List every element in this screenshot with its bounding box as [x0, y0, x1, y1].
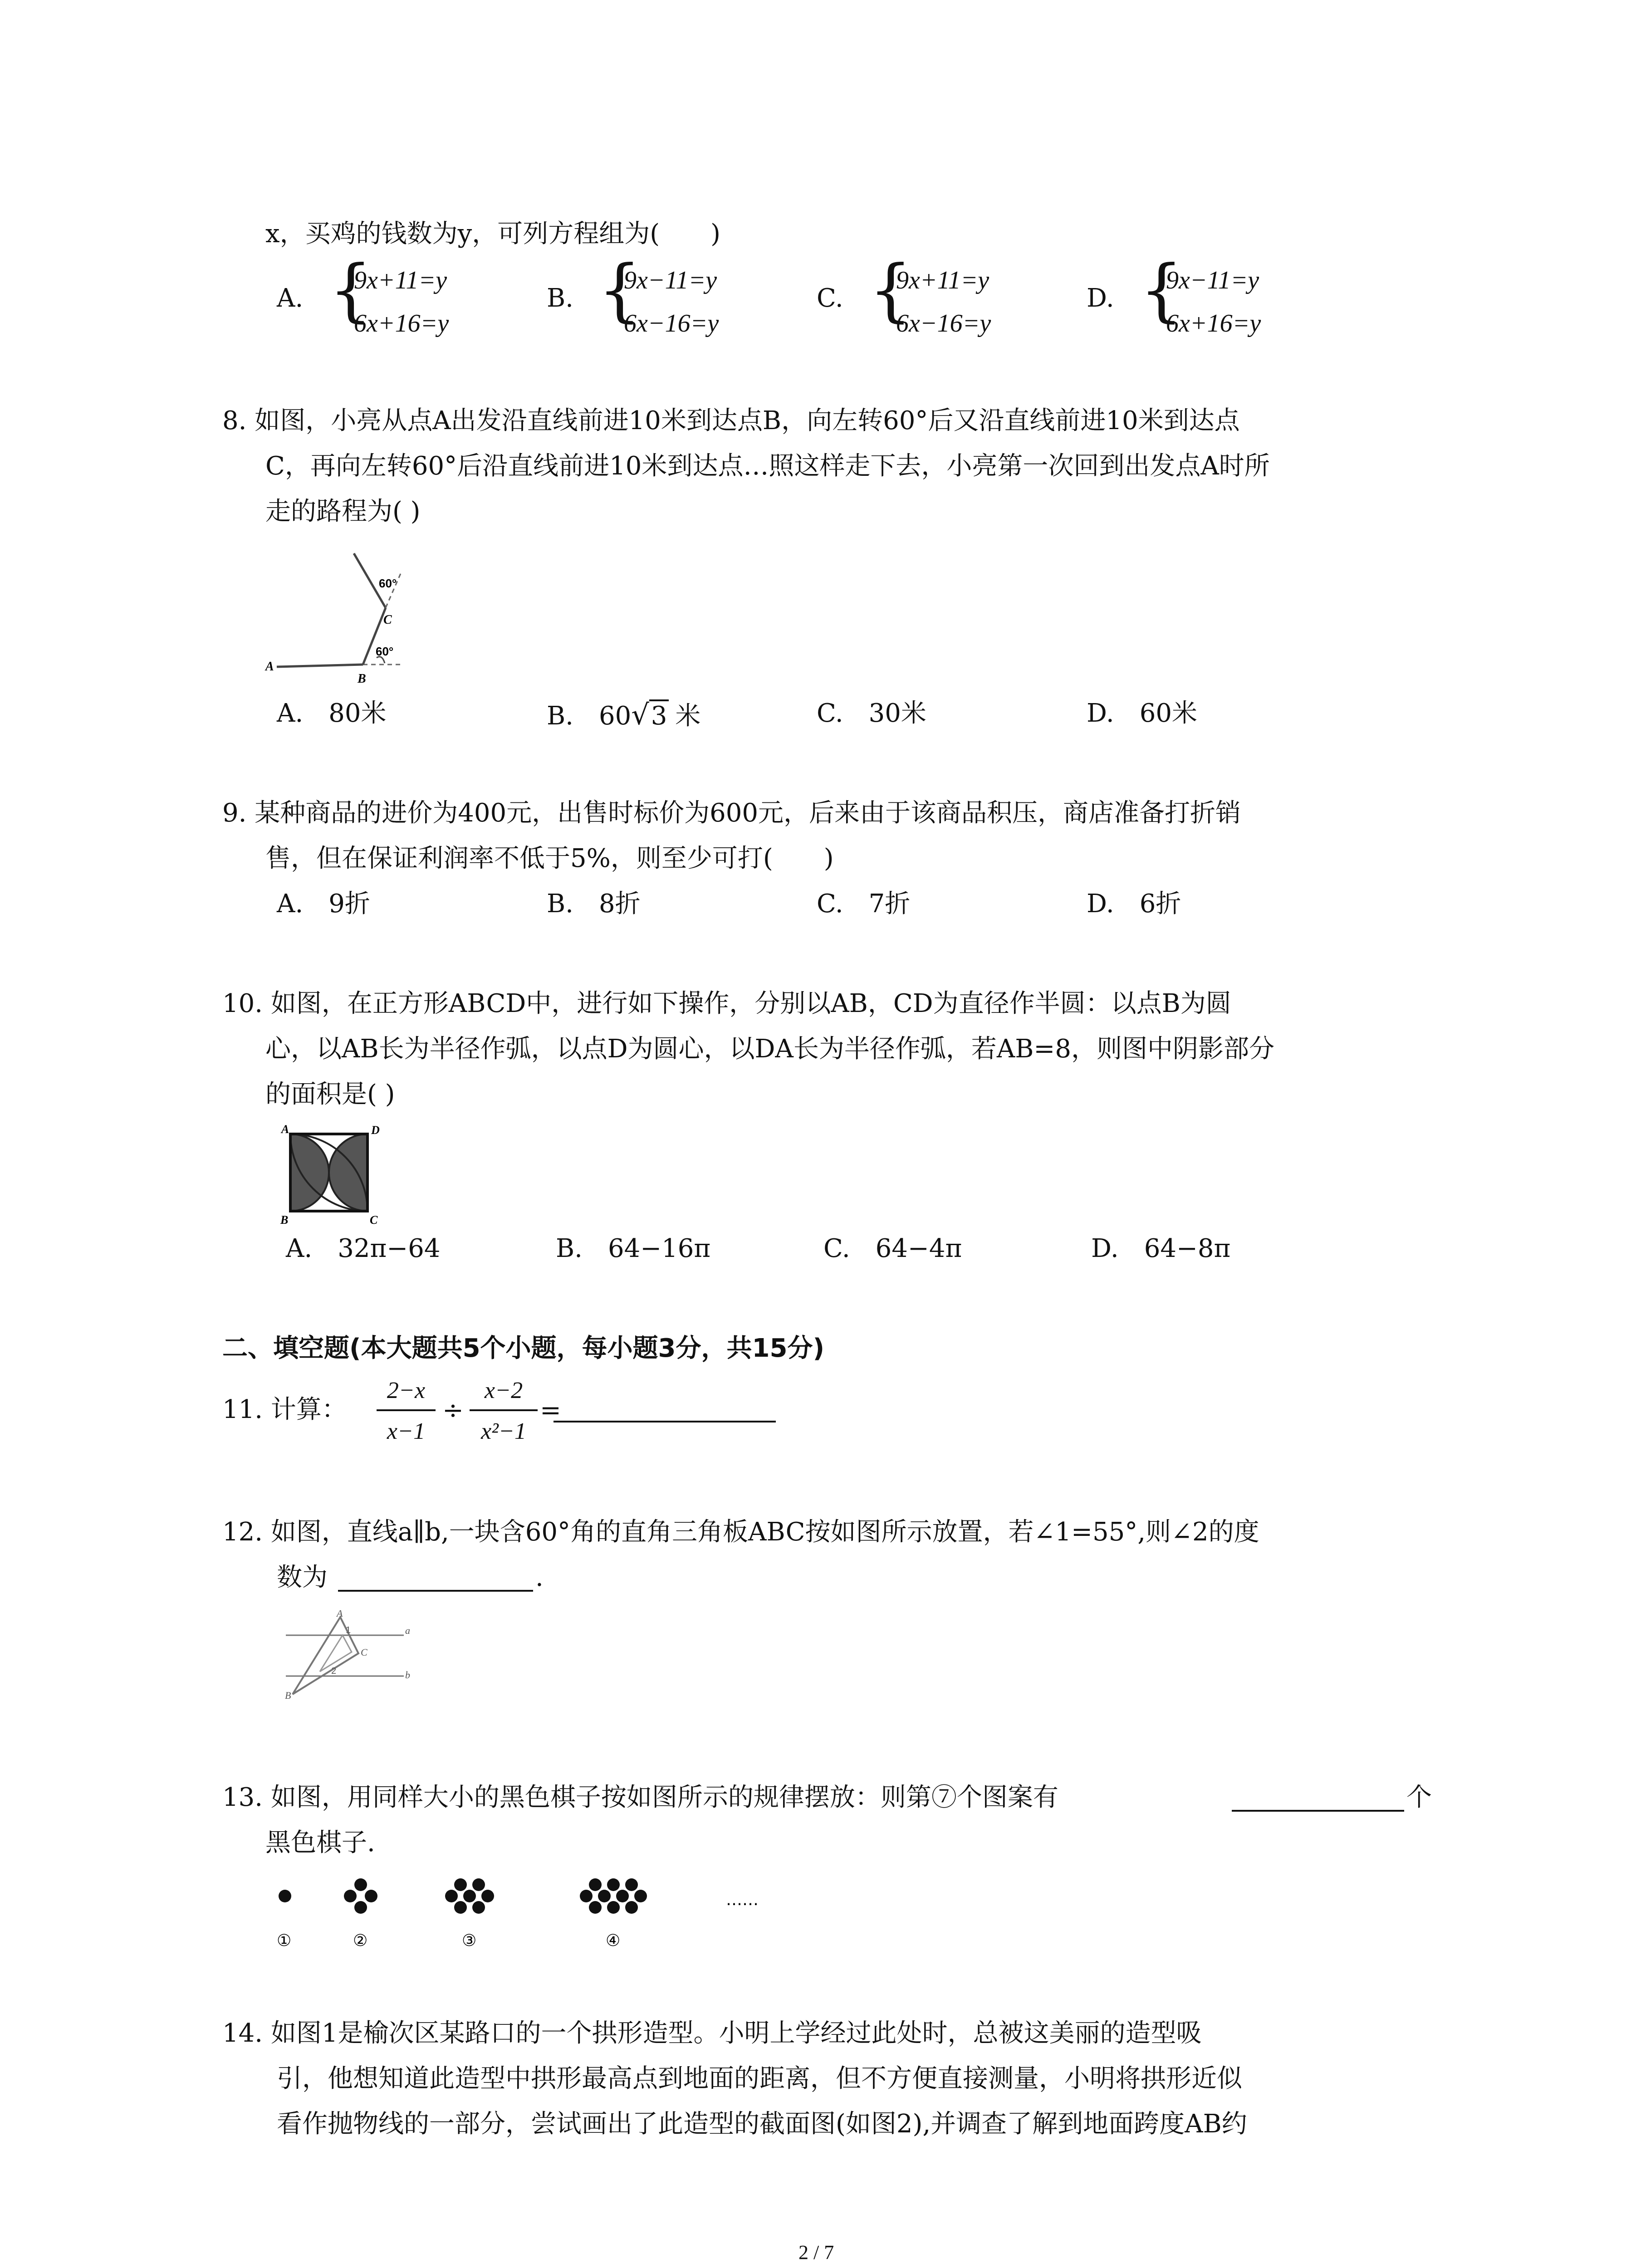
q8-line1: 8. 如图，小亮从点A出发沿直线前进10米到达点B，向左转60°后又沿直线前进10米到达点 — [222, 406, 1240, 435]
q9-option-a: A. 9折 — [277, 889, 370, 919]
q7-option-a-brace: { — [329, 251, 372, 330]
q13-fig-label-2: ② — [353, 1931, 368, 1950]
q11-frac2-den: x²−1 — [481, 1418, 526, 1444]
q11-frac1-den: x−1 — [387, 1418, 426, 1444]
q8-option-b-radicand: 3 — [649, 699, 669, 731]
q13-fig-label-4: ④ — [606, 1931, 621, 1950]
q12-fig-label-c: C — [361, 1647, 367, 1658]
q13-line1b: 个 — [1406, 1783, 1432, 1812]
q7-option-d-eq1: 9x−11=y — [1166, 266, 1259, 294]
q10-line3: 的面积是( ) — [265, 1080, 395, 1109]
q11-frac1-bar — [377, 1409, 436, 1411]
q10-option-d: D. 64−8π — [1091, 1234, 1231, 1263]
q10-fig-label-c: C — [370, 1213, 378, 1227]
q7-option-b-eq2: 6x−16=y — [624, 309, 719, 337]
q12-fig-label-a: A — [337, 1610, 343, 1619]
q8-option-c: C. 30米 — [817, 699, 926, 728]
q13-pattern-figure — [268, 1869, 812, 1960]
q11-frac2-num: x−2 — [484, 1378, 523, 1403]
sqrt-icon: √ — [631, 698, 649, 731]
q11-frac1-num: 2−x — [387, 1378, 426, 1403]
q10-fig-label-d: D — [371, 1124, 380, 1137]
q10-option-b: B. 64−16π — [556, 1234, 711, 1263]
q13-answer-blank[interactable] — [1232, 1810, 1404, 1812]
q12-fig-label-a-line: a — [405, 1625, 410, 1636]
q14-line2: 引，他想知道此造型中拱形最高点到地面的距离，但不方便直接测量，小明将拱形近似 — [277, 2064, 1242, 2093]
q13-fig-ellipsis: …… — [726, 1891, 759, 1909]
q10-figure — [272, 1120, 390, 1234]
section2-heading: 二、填空题(本大题共5个小题，每小题3分，共15分) — [222, 1334, 825, 1363]
q13-line1a: 13. 如图，用同样大小的黑色棋子按如图所示的规律摆放：则第⑦个图案有 — [222, 1783, 1058, 1812]
q8-option-a: A. 80米 — [277, 699, 387, 728]
q7-option-a-eq1: 9x+11=y — [354, 266, 447, 294]
q9-line1: 9. 某种商品的进价为400元，出售时标价为600元，后来由于该商品积压，商店准备打折销 — [222, 798, 1241, 828]
q8-option-b — [547, 698, 701, 731]
q8-fig-angle-top: 60° — [379, 577, 397, 590]
q8-figure — [263, 544, 417, 689]
q7-option-d-letter: D. — [1087, 284, 1114, 313]
q7-option-a-eq2: 6x+16=y — [354, 309, 449, 337]
q8-fig-label-c: C — [383, 613, 392, 627]
q9-option-d: D. 6折 — [1087, 889, 1181, 919]
q8-option-d: D. 60米 — [1087, 699, 1197, 728]
q11-divide: ÷ — [442, 1396, 464, 1425]
q7-option-c-brace: { — [869, 251, 912, 330]
q12-line1: 12. 如图，直线a∥b,一块含60°角的直角三角板ABC按如图所示放置，若∠1=55°,则∠2的度 — [222, 1517, 1259, 1547]
q11-frac2-bar — [470, 1409, 538, 1411]
q10-line2: 心，以AB长为半径作弧，以点D为圆心，以DA长为半径作弧，若AB=8，则图中阴影部分 — [265, 1034, 1274, 1064]
q11-label: 11. 计算： — [222, 1395, 347, 1424]
q11-equals: = — [540, 1396, 561, 1425]
q10-fig-label-b: B — [280, 1213, 289, 1227]
q10-option-a: A. 32π−64 — [286, 1234, 441, 1263]
q8-line2: C，再向左转60°后沿直线前进10米到达点…照这样走下去，小亮第一次回到出发点A时所 — [265, 451, 1270, 481]
q13-fig-label-1: ① — [277, 1931, 292, 1950]
q13-fig-label-3: ③ — [462, 1931, 477, 1950]
q7-option-c-eq1: 9x+11=y — [896, 266, 989, 294]
q7-option-c-eq2: 6x−16=y — [896, 309, 991, 337]
q12-fig-angle-1: 1 — [346, 1625, 351, 1635]
q13-line2: 黑色棋子. — [265, 1828, 375, 1857]
q10-option-c: C. 64−4π — [823, 1234, 962, 1263]
q14-line1: 14. 如图1是榆次区某路口的一个拱形造型。小明上学经过此处时，总被这美丽的造型吸 — [222, 2019, 1202, 2048]
q12-line2: 数为 — [277, 1563, 328, 1592]
q7-option-b-brace: { — [598, 251, 642, 330]
q9-option-b: B. 8折 — [547, 889, 641, 919]
q8-option-b-unit: 米 — [675, 701, 701, 731]
q9-option-c: C. 7折 — [817, 889, 911, 919]
q10-fig-label-a: A — [281, 1123, 289, 1136]
q9-line2: 售，但在保证利润率不低于5%，则至少可打( ) — [265, 844, 834, 873]
q12-answer-blank[interactable] — [338, 1590, 533, 1592]
q8-fig-label-b: B — [358, 672, 366, 686]
q11-answer-blank[interactable] — [554, 1421, 776, 1422]
q12-fig-label-b: B — [285, 1690, 291, 1701]
page-number: 2 / 7 — [798, 2241, 834, 2263]
q8-line3: 走的路程为( ) — [265, 497, 421, 526]
q7-option-d-brace: { — [1140, 251, 1183, 330]
q12-end: . — [535, 1563, 544, 1592]
q10-line1: 10. 如图，在正方形ABCD中，进行如下操作，分别以AB，CD为直径作半圆：以点B为圆 — [222, 989, 1231, 1018]
q14-line3: 看作抛物线的一部分，尝试画出了此造型的截面图(如图2),并调查了解到地面跨度AB约 — [277, 2109, 1247, 2139]
q12-fig-angle-2: 2 — [331, 1666, 337, 1676]
q12-fig-label-b-line: b — [405, 1669, 410, 1681]
q12-figure — [277, 1610, 413, 1701]
q7-option-a-letter: A. — [277, 284, 304, 313]
q8-fig-label-a: A — [265, 660, 274, 674]
q8-option-b-text: B. 60 — [547, 701, 632, 731]
q7-option-d-eq2: 6x+16=y — [1166, 309, 1261, 337]
q7-text: x，买鸡的钱数为y，可列方程组为( ) — [265, 219, 720, 249]
q7-option-c-letter: C. — [817, 284, 843, 313]
q8-fig-angle-bottom: 60° — [376, 645, 394, 658]
q7-option-b-eq1: 9x−11=y — [624, 266, 717, 294]
q7-option-b-letter: B. — [547, 284, 573, 313]
